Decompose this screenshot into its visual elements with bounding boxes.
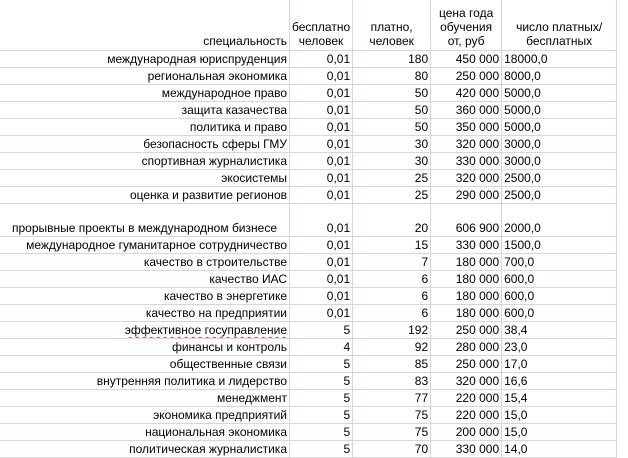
cell-specialty[interactable]: региональная экономика: [0, 68, 290, 85]
cell-free[interactable]: 0,01: [290, 102, 353, 119]
cell-paid[interactable]: 50: [353, 102, 431, 119]
cell-ratio[interactable]: 17,0: [502, 356, 617, 373]
table-row: [0, 339, 617, 356]
cell-paid[interactable]: 75: [353, 407, 431, 424]
table-row: [0, 102, 617, 119]
cell-paid[interactable]: 20: [353, 204, 431, 237]
cell-free[interactable]: 5: [290, 424, 353, 441]
table-row: [0, 237, 617, 254]
cell-ratio[interactable]: 23,0: [502, 339, 617, 356]
cell-specialty[interactable]: качество в строительстве: [0, 254, 290, 271]
cell-free[interactable]: 0,01: [290, 85, 353, 102]
cell-price[interactable]: 250 000: [431, 356, 502, 373]
table-row: [0, 187, 617, 204]
cell-specialty[interactable]: международное право: [0, 85, 290, 102]
table-row: [0, 288, 617, 305]
cell-paid[interactable]: 70: [353, 441, 431, 458]
cell-paid[interactable]: 92: [353, 339, 431, 356]
table-row: [0, 51, 617, 68]
cell-paid[interactable]: 6: [353, 271, 431, 288]
table-row: [0, 441, 617, 458]
cell-free[interactable]: 0,01: [290, 136, 353, 153]
cell-price[interactable]: 360 000: [431, 102, 502, 119]
cell-ratio[interactable]: 1500,0: [502, 237, 617, 254]
cell-paid[interactable]: 7: [353, 254, 431, 271]
cell-price[interactable]: 606 900: [431, 204, 502, 237]
cell-paid[interactable]: 80: [353, 68, 431, 85]
cell-free[interactable]: 0,01: [290, 51, 353, 68]
cell-price[interactable]: 330 000: [431, 441, 502, 458]
cell-price[interactable]: 200 000: [431, 424, 502, 441]
cell-free[interactable]: 5: [290, 407, 353, 424]
table-row: [0, 254, 617, 271]
cell-paid[interactable]: 85: [353, 356, 431, 373]
cell-specialty[interactable]: качество ИАС: [0, 271, 290, 288]
cell-free[interactable]: 4: [290, 339, 353, 356]
table-row: [0, 85, 617, 102]
table-row: [0, 424, 617, 441]
cell-paid[interactable]: 50: [353, 85, 431, 102]
cell-price[interactable]: 320 000: [431, 373, 502, 390]
cell-price[interactable]: 420 000: [431, 85, 502, 102]
cell-ratio[interactable]: 15,0: [502, 407, 617, 424]
cell-ratio[interactable]: 5000,0: [502, 119, 617, 136]
cell-specialty[interactable]: оценка и развитие регионов: [0, 187, 290, 204]
cell-paid[interactable]: 25: [353, 187, 431, 204]
cell-free[interactable]: 5: [290, 373, 353, 390]
cell-ratio[interactable]: 2000,0: [502, 204, 617, 237]
cell-specialty[interactable]: международное гуманитарное сотрудничество: [0, 237, 290, 254]
cell-paid[interactable]: 77: [353, 390, 431, 407]
cell-ratio[interactable]: 8000,0: [502, 68, 617, 85]
cell-specialty[interactable]: международная юриспруденция: [0, 51, 290, 68]
header-ratio[interactable]: число платных/бесплатных: [502, 0, 617, 51]
cell-price[interactable]: 280 000: [431, 339, 502, 356]
cell-ratio[interactable]: 600,0: [502, 305, 617, 322]
cell-price[interactable]: 220 000: [431, 407, 502, 424]
cell-price[interactable]: 290 000: [431, 187, 502, 204]
table-row: [0, 305, 617, 322]
cell-ratio[interactable]: 15,0: [502, 424, 617, 441]
cell-price[interactable]: 330 000: [431, 153, 502, 170]
cell-free[interactable]: 0,01: [290, 271, 353, 288]
table-row: [0, 271, 617, 288]
cell-specialty[interactable]: политика и право: [0, 119, 290, 136]
header-paid[interactable]: платно, человек: [353, 0, 431, 51]
cell-price[interactable]: 180 000: [431, 271, 502, 288]
table-row: [0, 204, 617, 237]
cell-paid[interactable]: 6: [353, 305, 431, 322]
cell-price[interactable]: 250 000: [431, 322, 502, 339]
cell-free[interactable]: 5: [290, 390, 353, 407]
cell-paid[interactable]: 83: [353, 373, 431, 390]
cell-paid[interactable]: 192: [353, 322, 431, 339]
table-row: [0, 170, 617, 187]
cell-specialty[interactable]: менеджмент: [0, 390, 290, 407]
cell-specialty[interactable]: качество в энергетике: [0, 288, 290, 305]
cell-specialty[interactable]: безопасность сферы ГМУ: [0, 136, 290, 153]
cell-price[interactable]: 220 000: [431, 390, 502, 407]
cell-free[interactable]: 0,01: [290, 305, 353, 322]
cell-specialty[interactable]: экономика предприятий: [0, 407, 290, 424]
cell-ratio[interactable]: 18000,0: [502, 51, 617, 68]
header-row: [0, 0, 617, 51]
cell-ratio[interactable]: 2500,0: [502, 170, 617, 187]
table-row: [0, 68, 617, 85]
cell-free[interactable]: 5: [290, 356, 353, 373]
table-row: [0, 373, 617, 390]
cell-ratio[interactable]: 15,4: [502, 390, 617, 407]
cell-ratio[interactable]: 16,6: [502, 373, 617, 390]
cell-price[interactable]: 330 000: [431, 237, 502, 254]
cell-specialty[interactable]: экосистемы: [0, 170, 290, 187]
cell-free[interactable]: 0,01: [290, 119, 353, 136]
cell-ratio[interactable]: 2500,0: [502, 187, 617, 204]
cell-specialty[interactable]: спортивная журналистика: [0, 153, 290, 170]
cell-free[interactable]: 5: [290, 322, 353, 339]
table-row: [0, 407, 617, 424]
cell-ratio[interactable]: 5000,0: [502, 85, 617, 102]
cell-ratio[interactable]: 3000,0: [502, 136, 617, 153]
table-row: [0, 322, 617, 339]
header-free[interactable]: бесплатно человек: [290, 0, 353, 51]
cell-ratio[interactable]: 3000,0: [502, 153, 617, 170]
cell-price[interactable]: 250 000: [431, 68, 502, 85]
cell-paid[interactable]: 180: [353, 51, 431, 68]
cell-free[interactable]: 0,01: [290, 204, 353, 237]
cell-paid[interactable]: 6: [353, 288, 431, 305]
cell-ratio[interactable]: 600,0: [502, 271, 617, 288]
table-row: [0, 390, 617, 407]
cell-paid[interactable]: 50: [353, 119, 431, 136]
table-row: [0, 136, 617, 153]
cell-specialty[interactable]: качество на предприятии: [0, 305, 290, 322]
cell-paid[interactable]: 30: [353, 136, 431, 153]
cell-ratio[interactable]: 700,0: [502, 254, 617, 271]
table-row: [0, 119, 617, 136]
cell-specialty[interactable]: прорывные проекты в международном бизнесе: [0, 204, 290, 237]
cell-free[interactable]: 5: [290, 441, 353, 458]
cell-free[interactable]: 0,01: [290, 187, 353, 204]
cell-ratio[interactable]: 5000,0: [502, 102, 617, 119]
cell-ratio[interactable]: 14,0: [502, 441, 617, 458]
cell-price[interactable]: 320 000: [431, 170, 502, 187]
table-body: [0, 51, 617, 458]
cell-price[interactable]: 180 000: [431, 305, 502, 322]
cell-price[interactable]: 180 000: [431, 288, 502, 305]
cell-specialty[interactable]: национальная экономика: [0, 424, 290, 441]
cell-paid[interactable]: 25: [353, 170, 431, 187]
spellcheck-underlined-text: эффективное госуправление: [124, 323, 287, 337]
table-row: [0, 153, 617, 170]
cell-specialty[interactable]: финансы и контроль: [0, 339, 290, 356]
cell-specialty[interactable]: внутренняя политика и лидерство: [0, 373, 290, 390]
cell-specialty[interactable]: общественные связи: [0, 356, 290, 373]
header-specialty[interactable]: специальность: [0, 0, 290, 51]
cell-free[interactable]: 0,01: [290, 170, 353, 187]
cell-specialty[interactable]: политическая журналистика: [0, 441, 290, 458]
cell-paid[interactable]: 75: [353, 424, 431, 441]
table-row: [0, 356, 617, 373]
cell-paid[interactable]: 15: [353, 237, 431, 254]
cell-free[interactable]: 0,01: [290, 68, 353, 85]
cell-free[interactable]: 0,01: [290, 288, 353, 305]
cell-paid[interactable]: 30: [353, 153, 431, 170]
header-price[interactable]: цена года обучения от, руб: [431, 0, 502, 51]
cell-free[interactable]: 0,01: [290, 153, 353, 170]
cell-price[interactable]: 320 000: [431, 136, 502, 153]
cell-ratio[interactable]: 38,4: [502, 322, 617, 339]
cell-price[interactable]: 350 000: [431, 119, 502, 136]
cell-price[interactable]: 450 000: [431, 51, 502, 68]
cell-specialty[interactable]: защита казачества: [0, 102, 290, 119]
cell-specialty[interactable]: [0, 322, 290, 339]
cell-free[interactable]: 0,01: [290, 237, 353, 254]
cell-free[interactable]: 0,01: [290, 254, 353, 271]
cell-price[interactable]: 180 000: [431, 254, 502, 271]
cell-ratio[interactable]: 600,0: [502, 288, 617, 305]
